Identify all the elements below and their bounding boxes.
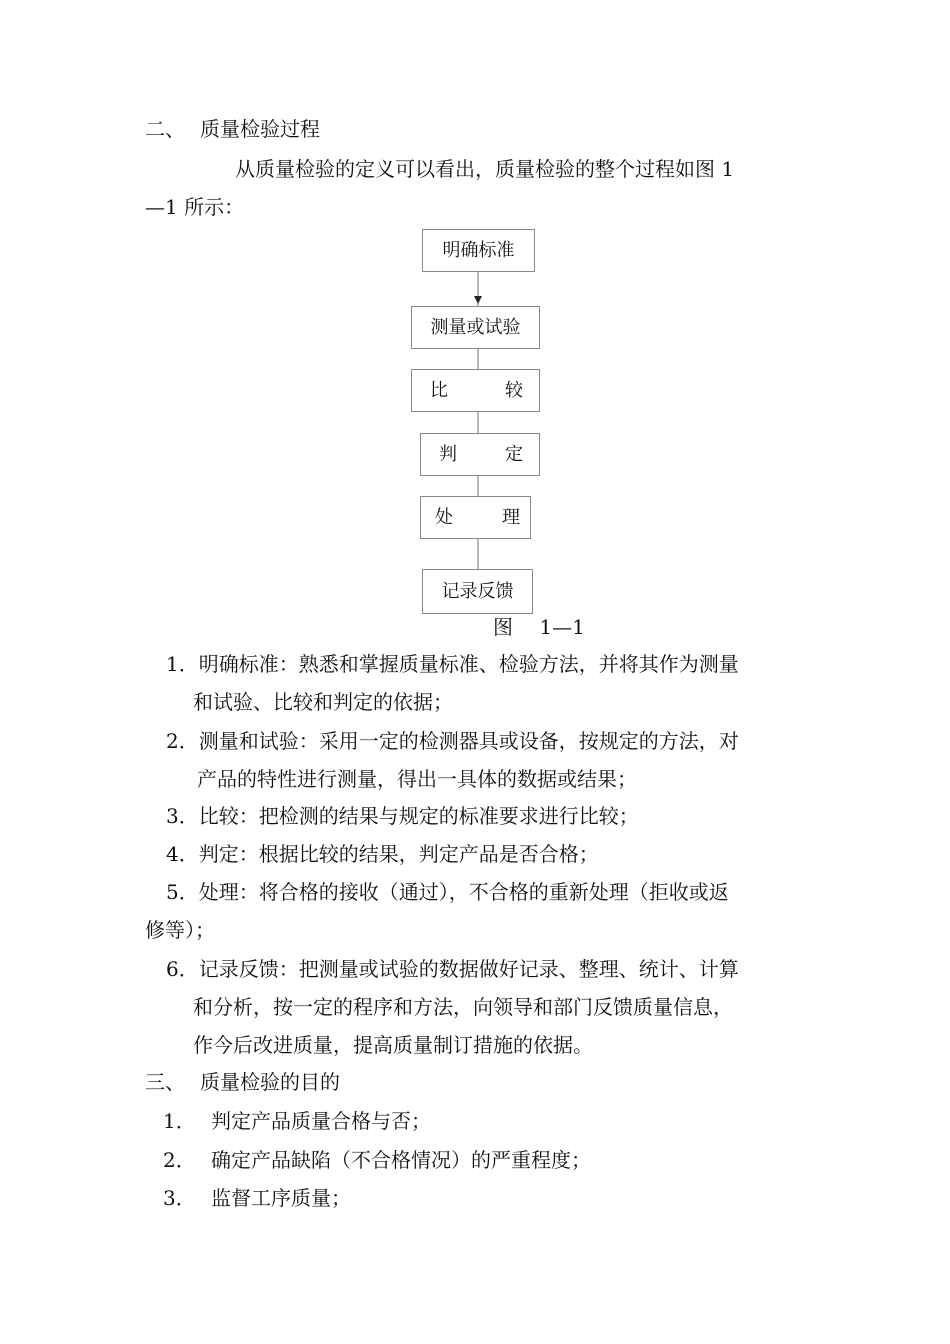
purpose-2: 确定产品缺陷（不合格情况）的严重程度； <box>211 1148 591 1172</box>
item-5-line-2: 修等）； <box>145 918 215 942</box>
flow-step-record-feedback <box>422 569 533 614</box>
section-3-number: 三、 <box>145 1070 185 1094</box>
item-2-line-1: 2．测量和试验：采用一定的检测器具或设备，按规定的方法，对 <box>166 729 739 753</box>
flow-step-measure-test <box>411 306 540 349</box>
purpose-3: 监督工序质量； <box>211 1186 351 1210</box>
flow-step-define-standard <box>422 229 535 272</box>
flow-step-label: 测量或试验 <box>430 316 521 338</box>
purpose-1: 判定产品质量合格与否； <box>211 1109 431 1133</box>
item-1-line-1: 1．明确标准：熟悉和掌握质量标准、检验方法，并将其作为测量 <box>166 652 739 676</box>
item-4: 4．判定：根据比较的结果，判定产品是否合格； <box>166 842 599 866</box>
section-3-title: 质量检验的目的 <box>200 1070 340 1094</box>
flow-step-judge <box>420 433 540 476</box>
purpose-1-number: 1． <box>163 1109 196 1133</box>
intro-line-2: —1 所示： <box>145 195 245 219</box>
item-6-line-3: 作今后改进质量，提高质量制订措施的依据。 <box>193 1033 593 1057</box>
item-1-line-2: 和试验、比较和判定的依据； <box>193 690 453 714</box>
item-6-line-2: 和分析，按一定的程序和方法，向领导和部门反馈质量信息， <box>193 995 733 1019</box>
arrow-1-icon <box>474 296 482 304</box>
flow-step-label-right: 理 <box>502 506 520 528</box>
flow-step-label-right: 较 <box>505 379 523 401</box>
flow-step-handle <box>420 496 531 539</box>
flow-step-label-left: 处 <box>435 506 453 528</box>
figure-caption: 图 1—1 <box>493 615 585 639</box>
item-2-line-2: 产品的特性进行测量，得出一具体的数据或结果； <box>197 767 637 791</box>
flow-step-label: 明确标准 <box>442 239 515 261</box>
item-3: 3．比较：把检测的结果与规定的标准要求进行比较； <box>166 804 639 828</box>
flow-step-compare <box>411 369 540 412</box>
flow-step-label: 记录反馈 <box>441 580 514 602</box>
flow-step-label-left: 判 <box>439 443 457 465</box>
purpose-3-number: 3． <box>163 1186 196 1210</box>
section-2-number: 二、 <box>145 117 185 141</box>
section-2-title: 质量检验过程 <box>200 117 320 141</box>
intro-line-1: 从质量检验的定义可以看出，质量检验的整个过程如图 1 <box>235 157 735 181</box>
flow-step-label-left: 比 <box>430 379 448 401</box>
purpose-2-number: 2． <box>163 1148 196 1172</box>
item-6-line-1: 6．记录反馈：把测量或试验的数据做好记录、整理、统计、计算 <box>166 957 739 981</box>
item-5-line-1: 5．处理：将合格的接收（通过），不合格的重新处理（拒收或返 <box>166 880 729 904</box>
flow-step-label-right: 定 <box>505 443 523 465</box>
